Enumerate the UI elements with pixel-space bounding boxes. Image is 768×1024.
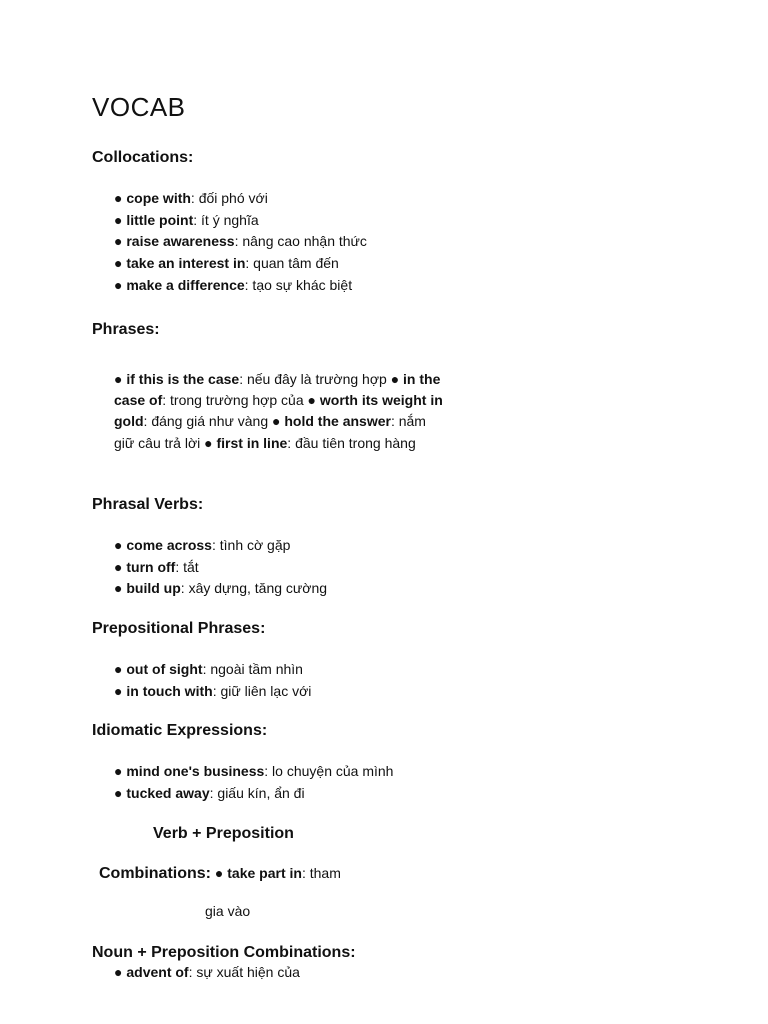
vocab-term: first in line [216,434,288,451]
vocab-meaning: : đầu tiên trong hàng [287,434,416,451]
prepositional-phrases-heading: Prepositional Phrases: [92,620,266,637]
noun-preposition-list [114,962,300,984]
collocations-list [114,188,367,297]
bullet: ● [114,211,123,228]
idiomatic-expressions-heading: Idiomatic Expressions: [92,722,268,739]
bullet: ● [214,865,224,881]
vocab-meaning: : nếu đây là trường hợp [239,371,387,387]
bullet: ● [272,413,281,430]
vocab-term: tucked away [126,784,210,801]
vocab-meaning: : xây dựng, tăng cường [180,580,328,597]
bullet: ● [114,580,123,597]
vocab-meaning: : ít ý nghĩa [193,211,259,228]
vocab-meaning: : tạo sự khác biệt [244,276,353,293]
vocab-term: raise awareness [126,233,235,250]
list-item [114,210,367,232]
idiomatic-expressions-list [114,761,393,804]
noun-preposition-heading: Noun + Preposition Combinations: [92,944,356,961]
vocab-meaning: : trong trường hợp của [162,392,304,409]
vocab-meaning: : giữ liên lạc với [212,682,312,699]
list-item [114,783,393,805]
collocations-heading: Collocations: [92,149,194,166]
vocab-term: take an interest in [126,255,246,272]
vocab-meaning: : đối phó với [190,190,268,206]
phrases-heading: Phrases: [92,321,160,338]
bullet: ● [114,190,123,206]
verb-preposition-meaning-part2: gia vào [205,903,251,919]
list-item [114,761,393,783]
phrases-paragraph [114,369,444,454]
vocab-term: build up [126,580,181,597]
vocab-term: in the case of [114,371,441,409]
vocab-term: worth its weight in gold [114,392,443,430]
vocab-meaning: : quan tâm đến [245,255,339,272]
list-item [114,578,327,600]
list-item [114,557,327,579]
verb-preposition-meaning-part1: : tham [301,865,341,881]
vocab-term: come across [126,537,212,553]
bullet: ● [114,276,123,293]
vocab-term: advent of [126,964,189,980]
prepositional-phrases-list [114,659,311,702]
list-item [114,659,311,681]
list-item [114,253,367,275]
list-item [114,962,300,984]
vocab-term: out of sight [126,661,203,677]
list-item [114,188,367,210]
page-title: VOCAB [92,92,186,122]
verb-preposition-term: take part in [227,865,302,881]
vocab-meaning: : tình cờ gặp [211,537,291,553]
vocab-meaning: : đáng giá như vàng [143,413,269,430]
bullet: ● [114,255,123,272]
bullet: ● [114,784,123,801]
bullet: ● [114,964,123,980]
vocab-meaning: : tắt [175,558,199,575]
vocab-term: make a difference [126,276,245,293]
bullet: ● [114,233,123,250]
phrasal-verbs-list [114,535,327,600]
phrasal-verbs-heading: Phrasal Verbs: [92,496,204,513]
bullet: ● [114,371,123,387]
vocab-meaning: : nắm giữ câu trả lời [114,413,426,451]
vocab-term: in touch with [126,682,213,699]
vocab-term: hold the answer [284,413,391,430]
bullet: ● [114,682,123,699]
bullet: ● [114,537,123,553]
bullet: ● [307,392,316,409]
bullet: ● [114,558,123,575]
vocab-meaning: : sự xuất hiện của [188,964,300,980]
list-item [114,231,367,253]
bullet: ● [204,434,213,451]
list-item [114,681,311,703]
verb-preposition-heading-line2: Combinations: [99,865,211,882]
vocab-term: turn off [126,558,176,575]
vocab-meaning: : lo chuyện của mình [264,763,394,779]
vocab-term: little point [126,211,194,228]
vocab-meaning: : nâng cao nhận thức [234,233,367,250]
vocab-meaning: : ngoài tầm nhìn [202,661,303,677]
vocab-term: cope with [126,190,191,206]
vocab-term: if this is the case [126,371,240,387]
bullet: ● [114,763,123,779]
verb-preposition-heading-line1: Verb + Preposition [153,825,294,842]
bullet: ● [390,371,400,387]
list-item [114,535,327,557]
verb-preposition-row [99,865,341,883]
list-item [114,275,367,297]
vocab-meaning: : giấu kín, ẩn đi [209,784,305,801]
vocab-term: mind one's business [126,763,265,779]
bullet: ● [114,661,123,677]
